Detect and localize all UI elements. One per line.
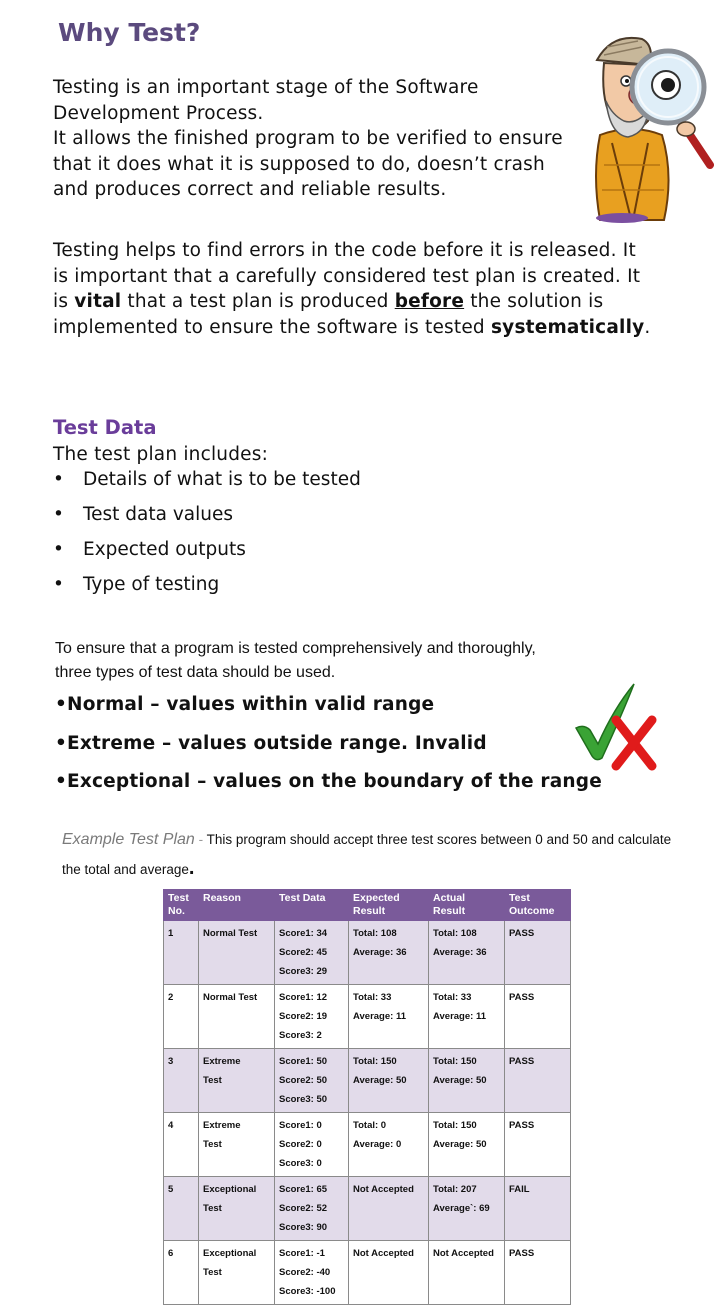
cell-data: Score1: -1 Score2: -40 Score3: -100 bbox=[275, 1241, 349, 1305]
test-plan-list bbox=[53, 466, 361, 606]
table-header-row bbox=[164, 890, 571, 921]
cell-reason: Normal Test bbox=[199, 985, 275, 1049]
cell-reason: Normal Test bbox=[199, 921, 275, 985]
cell-data: Score1: 34 Score2: 45 Score3: 29 bbox=[275, 921, 349, 985]
test-data-types bbox=[55, 694, 602, 810]
cell-expected: Total: 108 Average: 36 bbox=[349, 921, 429, 985]
para2-text-1: Testing helps to find errors in the code before it is released. It is important that a carefully considered test plan is created. It is bbox=[53, 240, 641, 312]
cell-no: 2 bbox=[164, 985, 199, 1049]
list-item bbox=[53, 571, 361, 606]
para2-text-2: that a test plan is produced bbox=[121, 291, 395, 312]
cell-expected: Not Accepted bbox=[349, 1241, 429, 1305]
cell-expected: Total: 0 Average: 0 bbox=[349, 1113, 429, 1177]
red-cross-icon bbox=[616, 720, 652, 766]
cell-actual: Total: 207 Average`: 69 bbox=[429, 1177, 505, 1241]
cell-reason: Extreme Test bbox=[199, 1113, 275, 1177]
table-row bbox=[164, 1177, 571, 1241]
example-text: This program should accept three test scores between 0 and 50 and calculate the total and average bbox=[62, 832, 672, 877]
intro-line-1: Testing is an important stage of the Software Development Process. bbox=[53, 77, 479, 124]
list-item-text: Details of what is to be tested bbox=[83, 469, 361, 490]
header-actual: Actual Result bbox=[429, 890, 505, 921]
cell-outcome: PASS bbox=[505, 921, 571, 985]
cell-no: 5 bbox=[164, 1177, 199, 1241]
cell-actual: Total: 33 Average: 11 bbox=[429, 985, 505, 1049]
page-title: Why Test? bbox=[58, 18, 201, 47]
example-description bbox=[62, 826, 682, 884]
cell-outcome: PASS bbox=[505, 1113, 571, 1177]
cell-outcome: PASS bbox=[505, 985, 571, 1049]
check-cross-icon bbox=[570, 680, 662, 772]
testing-paragraph bbox=[53, 238, 653, 340]
cell-no: 1 bbox=[164, 921, 199, 985]
cell-expected: Not Accepted bbox=[349, 1177, 429, 1241]
cell-no: 3 bbox=[164, 1049, 199, 1113]
cell-data: Score1: 12 Score2: 19 Score3: 2 bbox=[275, 985, 349, 1049]
test-plan-table bbox=[163, 889, 571, 1305]
header-test-no: Test No. bbox=[164, 890, 199, 921]
cell-expected: Total: 33 Average: 11 bbox=[349, 985, 429, 1049]
data-type-extreme: •Extreme – values outside range. Invalid bbox=[55, 732, 487, 754]
cell-actual: Not Accepted bbox=[429, 1241, 505, 1305]
para2-text-3: the solution is implemented to ensure the software is tested bbox=[53, 291, 604, 338]
example-period: . bbox=[188, 857, 195, 879]
table-row bbox=[164, 921, 571, 985]
table-row bbox=[164, 1241, 571, 1305]
test-plan-intro: The test plan includes: bbox=[53, 444, 269, 465]
para2-period: . bbox=[644, 316, 651, 338]
cell-data: Score1: 0 Score2: 0 Score3: 0 bbox=[275, 1113, 349, 1177]
detective-illustration bbox=[582, 25, 718, 225]
list-item-text: Type of testing bbox=[83, 574, 220, 595]
cell-outcome: PASS bbox=[505, 1241, 571, 1305]
cell-actual: Total: 108 Average: 36 bbox=[429, 921, 505, 985]
header-expected: Expected Result bbox=[349, 890, 429, 921]
list-item bbox=[53, 501, 361, 536]
cell-outcome: PASS bbox=[505, 1049, 571, 1113]
header-outcome: Test Outcome bbox=[505, 890, 571, 921]
before-emphasis: before bbox=[394, 291, 465, 312]
cell-expected: Total: 150 Average: 50 bbox=[349, 1049, 429, 1113]
cell-no: 4 bbox=[164, 1113, 199, 1177]
cell-reason: Exceptional Test bbox=[199, 1177, 275, 1241]
test-data-intro: To ensure that a program is tested comprehensively and thoroughly, three types of test data should be used. bbox=[55, 640, 536, 681]
example-label: Example Test Plan bbox=[62, 831, 195, 848]
table-row bbox=[164, 985, 571, 1049]
header-reason: Reason bbox=[199, 890, 275, 921]
cell-outcome: FAIL bbox=[505, 1177, 571, 1241]
cell-actual: Total: 150 Average: 50 bbox=[429, 1113, 505, 1177]
example-dash: - bbox=[194, 832, 207, 847]
table-row bbox=[164, 1049, 571, 1113]
data-type-exceptional: •Exceptional – values on the boundary of the range bbox=[55, 771, 602, 792]
vital-emphasis: vital bbox=[74, 291, 122, 312]
table-row bbox=[164, 1113, 571, 1177]
cell-actual: Total: 150 Average: 50 bbox=[429, 1049, 505, 1113]
data-type-normal: •Normal – values within valid range bbox=[55, 694, 435, 715]
intro-line-2: It allows the finished program to be verified to ensure that it does what it is supposed to do, doesn’t crash and produces correct and reliable results. bbox=[53, 128, 563, 200]
cell-data: Score1: 65 Score2: 52 Score3: 90 bbox=[275, 1177, 349, 1241]
list-item-text: Test data values bbox=[83, 504, 234, 525]
bullet: • bbox=[53, 574, 64, 595]
cell-reason: Extreme Test bbox=[199, 1049, 275, 1113]
cell-reason: Exceptional Test bbox=[199, 1241, 275, 1305]
list-item bbox=[53, 466, 361, 501]
bullet: • bbox=[53, 469, 64, 490]
cell-no: 6 bbox=[164, 1241, 199, 1305]
list-item-text: Expected outputs bbox=[83, 539, 246, 560]
intro-paragraph bbox=[53, 75, 583, 203]
test-data-heading: Test Data bbox=[53, 416, 157, 439]
systematically-emphasis: systematically bbox=[490, 316, 645, 338]
header-test-data: Test Data bbox=[275, 890, 349, 921]
list-item bbox=[53, 536, 361, 571]
cell-data: Score1: 50 Score2: 50 Score3: 50 bbox=[275, 1049, 349, 1113]
bullet: • bbox=[53, 539, 64, 560]
bullet: • bbox=[53, 504, 64, 525]
